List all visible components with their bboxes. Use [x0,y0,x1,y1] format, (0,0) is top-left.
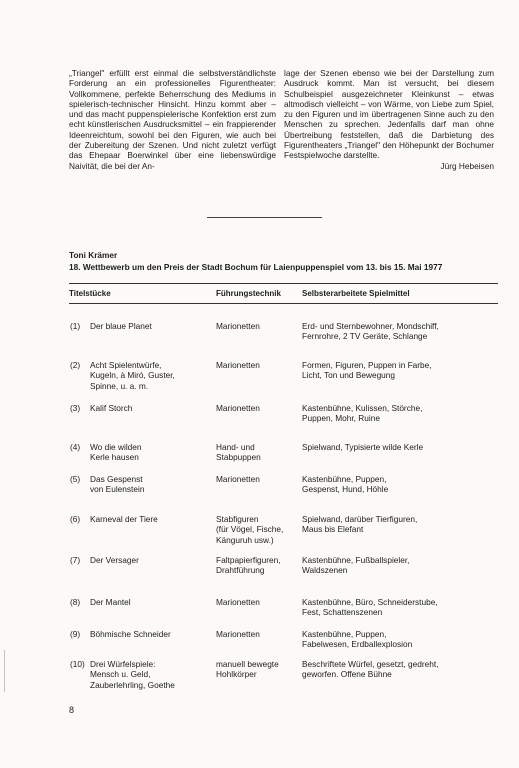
article-signature: Jürg Hebeisen [440,160,494,171]
article-paragraph-left: „Triangel" erfüllt erst einmal die selbstverständlichste Forderung an ein professionelles Figurentheater: Vollkommene, perfekte Beherrschung des Mediums in spielerisch-technischer Hinsicht. Hinzu kommt aber – und das macht puppenspielerische Konfektion erst zum echt künstlerischen Ausdrucksmittel – ein frappierender Ideenreichtum, sowohl bei den Figuren, wie auch bei der Zubereitung der Szenen. Und nicht zuletzt verfügt das Ehepaar Boerwinkel über eine liebenswürdige Naivität, die bei der An- [69,68,276,171]
row-technique: Marionetten [216,360,260,370]
table-header-rule [69,303,498,304]
row-technique: Stabfiguren (für Vögel, Fische, Känguruh usw.) [216,514,284,545]
row-technique: Marionetten [216,403,260,413]
row-technique: Marionetten [216,629,260,639]
row-title: Der Versager [90,555,139,565]
row-materials: Formen, Figuren, Puppen in Farbe, Licht, Ton und Bewegung [302,360,432,381]
row-title: Kalif Storch [90,403,133,413]
row-materials: Spielwand, Typisierte wilde Kerle [302,442,424,452]
row-number: (4) [70,442,81,452]
row-materials: Kastenbühne, Puppen, Fabelwesen, Erdballexplosion [302,629,413,650]
row-technique: Marionetten [216,321,260,331]
row-number: (2) [70,360,81,370]
row-technique: Marionetten [216,474,260,484]
row-technique: manuell bewegte Hohlkörper [216,659,279,680]
article-column-left [69,68,276,171]
row-technique: Hand- und Stabpuppen [216,442,261,463]
row-materials: Kastenbühne, Puppen, Gespenst, Hund, Höhle [302,474,389,495]
section-author: Toni Krämer [69,250,118,260]
article-column-right [284,68,494,171]
row-materials: Kastenbühne, Fußballspieler, Waldszenen [302,555,410,576]
row-number: (9) [70,629,81,639]
row-number: (3) [70,403,81,413]
section-divider [207,217,322,218]
row-title: Das Gespenst von Eulenstein [90,474,145,495]
row-number: (5) [70,474,81,484]
row-technique: Marionetten [216,597,260,607]
row-number: (8) [70,597,81,607]
scan-mark [4,650,5,692]
row-materials: Beschriftete Würfel, gesetzt, gedreht, geworfen. Offene Bühne [302,659,439,680]
header-titles: Titelstücke [69,289,111,298]
row-materials: Kastenbühne, Büro, Schneiderstube, Fest, Schattenszenen [302,597,438,618]
row-technique: Faltpapierfiguren, Drahtführung [216,555,281,576]
row-title: Der Mantel [90,597,131,607]
row-number: (6) [70,514,81,524]
row-number: (1) [70,321,81,331]
row-title: Drei Würfelspiele: Mensch u. Geld, Zauberlehrling, Goethe [90,659,175,690]
row-materials: Kastenbühne, Kulissen, Störche, Puppen, Mohr, Ruine [302,403,423,424]
page-number: 8 [69,705,75,715]
row-materials: Spielwand, darüber Tierfiguren, Maus bis Elefant [302,514,418,535]
section-heading: 18. Wettbewerb um den Preis der Stadt Bochum für Laienpuppenspiel vom 13. bis 15. Mai 1977 [69,262,443,272]
table-top-rule [69,283,498,284]
row-title: Böhmische Schneider [90,629,171,639]
row-title: Karneval der Tiere [90,514,158,524]
article-paragraph-right: lage der Szenen ebenso wie bei der Darstellung zum Ausdruck kommt. Man ist versucht, bei diesem Schulbeispiel ausgezeichneter Kleinkunst – etwas altmodisch vielleicht – von Wärme, von Liebe zum Spiel, zu den Figuren und im übertragenen Sinne auch zu den Menschen zu sprechen. Jedenfalls darf man ohne Übertreibung feststellen, daß die Darbietung des Figurentheaters „Triangel" den Höhepunkt der Bochumer Festspielwoche darstellte. [284,68,494,161]
header-technique: Führungstechnik [216,289,281,298]
header-materials: Selbsterarbeitete Spielmittel [302,289,410,298]
row-materials: Erd- und Sternbewohner, Mondschiff, Fernrohre, 2 TV Geräte, Schlange [302,321,439,342]
row-number: (10) [70,659,85,669]
row-number: (7) [70,555,81,565]
row-title: Acht Spielentwürfe, Kugeln, à Miró, Guster, Spinne, u. a. m. [90,360,175,391]
row-title: Der blaue Planet [90,321,152,331]
row-title: Wo die wilden Kerle hausen [90,442,142,463]
